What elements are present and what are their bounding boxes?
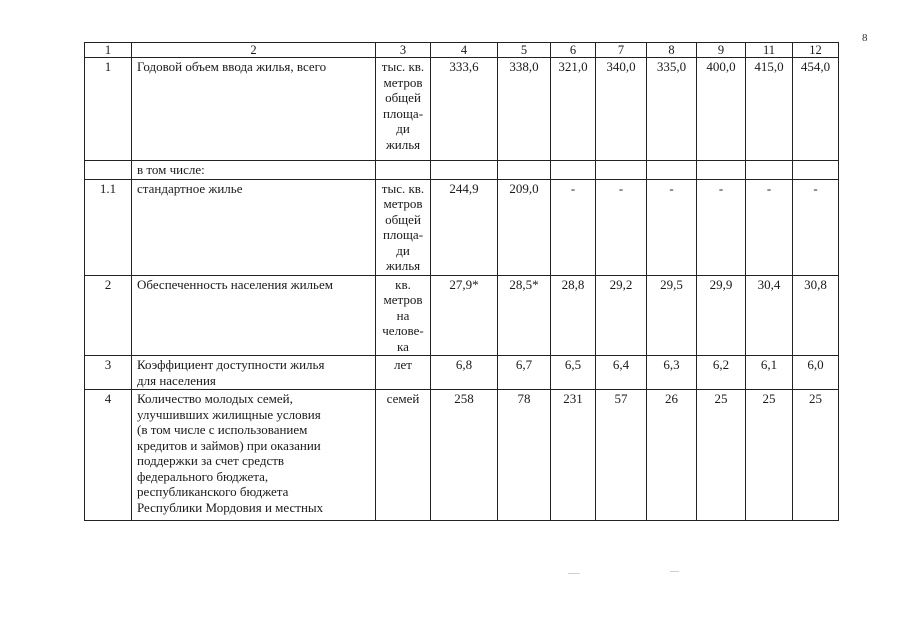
- indicator-name: [132, 356, 376, 390]
- value-cell: 321,0: [551, 58, 596, 161]
- value-cell: 29,2: [596, 275, 647, 356]
- value-cell: -: [746, 179, 793, 275]
- indicator-name-line: поддержки за счет средств: [137, 453, 285, 468]
- value-cell: 333,6: [431, 58, 498, 161]
- header-cell: 9: [697, 43, 746, 58]
- header-cell: 5: [498, 43, 551, 58]
- unit-line: ка: [397, 338, 409, 354]
- indicator-name-line: Количество молодых семей,: [137, 391, 293, 406]
- value-cell: 6,4: [596, 356, 647, 390]
- value-cell: -: [647, 179, 697, 275]
- scan-mark: [568, 573, 580, 574]
- indicator-name-line: Коэффициент доступности жилья: [137, 357, 325, 372]
- indicator-name-line: Годовой объем ввода жилья, всего: [137, 59, 327, 74]
- value-cell: 340,0: [596, 58, 647, 161]
- unit-line: ди: [396, 242, 410, 258]
- unit-line: тыс. кв.: [381, 59, 425, 74]
- table-row: [85, 390, 839, 521]
- value-cell: 29,9: [697, 275, 746, 356]
- indicator-name-line: Обеспеченность населения жильем: [137, 276, 333, 292]
- value-cell: 27,9*: [431, 275, 498, 356]
- value-cell: 25: [793, 390, 839, 521]
- row-number: 1: [85, 58, 132, 161]
- unit-line: площа-: [382, 105, 424, 121]
- value-cell: 6,0: [793, 356, 839, 390]
- table-row: [85, 179, 839, 275]
- value-cell: 454,0: [793, 58, 839, 161]
- unit-cell: [376, 161, 431, 180]
- unit-cell: [376, 58, 431, 161]
- unit-line: метров: [383, 196, 423, 211]
- header-cell: 1: [85, 43, 132, 58]
- indicator-name-line: в том числе:: [137, 162, 205, 177]
- unit-line: ди: [396, 121, 410, 136]
- scan-mark: [670, 571, 679, 572]
- value-cell: 29,5: [647, 275, 697, 356]
- unit-line: площа-: [382, 227, 424, 242]
- unit-cell: [376, 275, 431, 356]
- value-cell: 6,5: [551, 356, 596, 390]
- value-cell: 6,7: [498, 356, 551, 390]
- value-cell: [551, 161, 596, 180]
- unit-line: семей: [386, 391, 420, 406]
- indicator-name-line: для населения: [137, 372, 216, 388]
- indicator-name: [132, 58, 376, 161]
- indicators-table: [84, 42, 839, 521]
- value-cell: -: [596, 179, 647, 275]
- value-cell: 6,1: [746, 356, 793, 390]
- unit-line: метров: [383, 292, 423, 307]
- indicator-name-line: федерального бюджета,: [137, 468, 269, 484]
- header-cell: 3: [376, 43, 431, 58]
- unit-line: метров: [383, 74, 423, 90]
- value-cell: 6,3: [647, 356, 697, 390]
- indicator-name-line: (в том числе с использованием: [137, 422, 308, 437]
- value-cell: 6,8: [431, 356, 498, 390]
- unit-line: общей: [385, 211, 421, 227]
- indicator-name-line: кредитов и займов) при оказании: [137, 437, 321, 453]
- unit-line: общей: [385, 90, 421, 105]
- header-cell: 4: [431, 43, 498, 58]
- table-row: [85, 161, 839, 180]
- table-row: [85, 356, 839, 390]
- value-cell: -: [551, 179, 596, 275]
- value-cell: [431, 161, 498, 180]
- value-cell: [498, 161, 551, 180]
- row-number: [85, 161, 132, 180]
- indicator-name-line: республиканского бюджета: [137, 484, 289, 499]
- unit-cell: [376, 390, 431, 521]
- header-cell: 8: [647, 43, 697, 58]
- value-cell: 78: [498, 390, 551, 521]
- unit-line: лет: [394, 357, 412, 372]
- row-number: 3: [85, 356, 132, 390]
- table-row: [85, 58, 839, 161]
- unit-cell: [376, 356, 431, 390]
- value-cell: 28,8: [551, 275, 596, 356]
- value-cell: 6,2: [697, 356, 746, 390]
- value-cell: 258: [431, 390, 498, 521]
- indicator-name: [132, 161, 376, 180]
- indicator-name: [132, 179, 376, 275]
- value-cell: 25: [746, 390, 793, 521]
- value-cell: [793, 161, 839, 180]
- value-cell: 57: [596, 390, 647, 521]
- unit-line: на: [396, 307, 410, 323]
- header-cell: 11: [746, 43, 793, 58]
- indicator-name-line: стандартное жилье: [137, 180, 243, 196]
- value-cell: 28,5*: [498, 275, 551, 356]
- indicator-name-line: Республики Мордовия и местных: [137, 499, 324, 515]
- value-cell: 209,0: [498, 179, 551, 275]
- row-number: 4: [85, 390, 132, 521]
- value-cell: [647, 161, 697, 180]
- value-cell: 338,0: [498, 58, 551, 161]
- value-cell: 30,4: [746, 275, 793, 356]
- header-cell: 6: [551, 43, 596, 58]
- value-cell: 231: [551, 390, 596, 521]
- unit-line: жилья: [385, 136, 421, 152]
- value-cell: [697, 161, 746, 180]
- value-cell: -: [793, 179, 839, 275]
- value-cell: 244,9: [431, 179, 498, 275]
- header-cell: 2: [132, 43, 376, 58]
- value-cell: 26: [647, 390, 697, 521]
- unit-line: челове-: [382, 323, 424, 338]
- indicator-name: [132, 275, 376, 356]
- table-row: [85, 275, 839, 356]
- indicator-name: [132, 390, 376, 521]
- indicator-name-line: улучшивших жилищные условия: [137, 406, 321, 422]
- row-number: 1.1: [85, 179, 132, 275]
- unit-line: тыс. кв.: [381, 180, 425, 196]
- unit-line: жилья: [385, 258, 421, 273]
- header-cell: 12: [793, 43, 839, 58]
- header-row: [85, 43, 839, 58]
- value-cell: 30,8: [793, 275, 839, 356]
- value-cell: 415,0: [746, 58, 793, 161]
- page-number: 8: [862, 32, 868, 44]
- value-cell: [596, 161, 647, 180]
- unit-cell: [376, 179, 431, 275]
- value-cell: [746, 161, 793, 180]
- unit-line: кв.: [395, 276, 411, 292]
- row-number: 2: [85, 275, 132, 356]
- value-cell: 25: [697, 390, 746, 521]
- value-cell: 400,0: [697, 58, 746, 161]
- value-cell: 335,0: [647, 58, 697, 161]
- value-cell: -: [697, 179, 746, 275]
- header-cell: 7: [596, 43, 647, 58]
